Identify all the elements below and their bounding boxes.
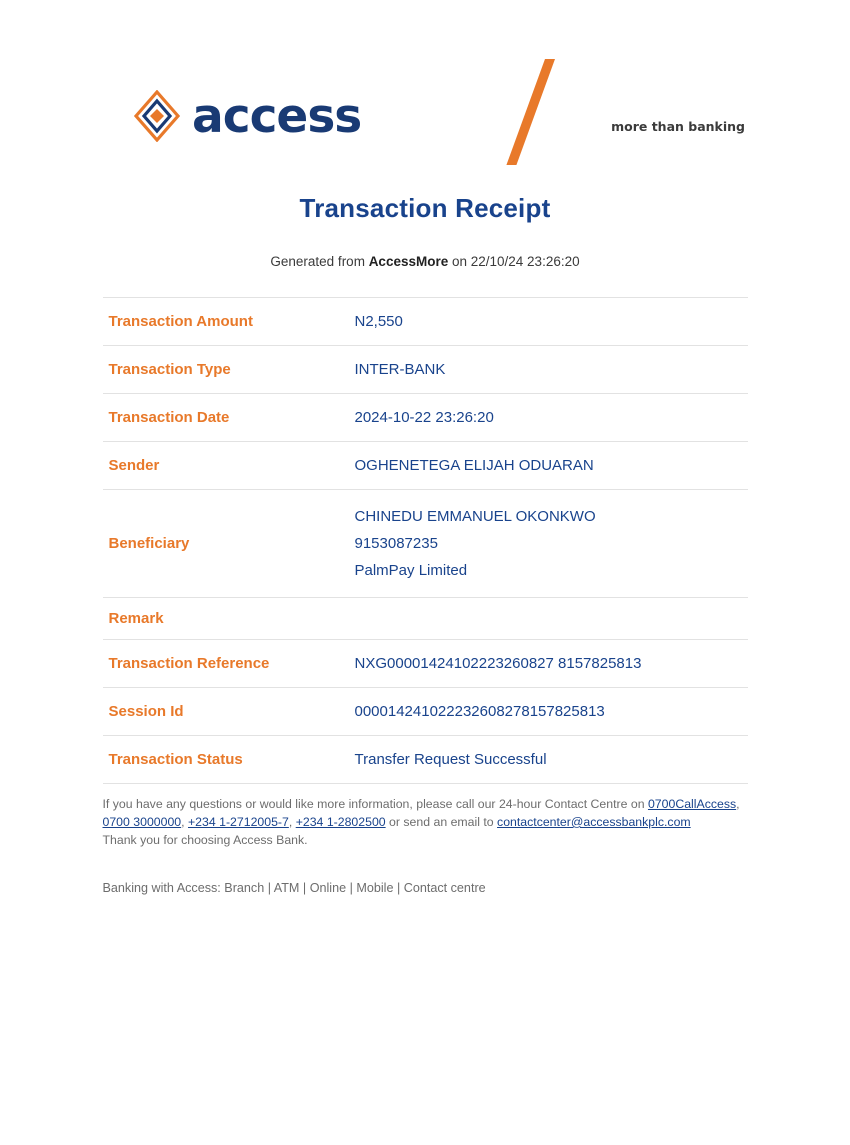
beneficiary-bank: PalmPay Limited — [354, 562, 468, 579]
beneficiary-name: CHINEDU EMMANUEL OKONKWO — [354, 508, 596, 525]
footer-sep-1: , — [736, 797, 740, 811]
receipt-page — [0, 45, 850, 1145]
orange-slash-icon — [506, 59, 555, 165]
footer-sep-3: , — [288, 814, 296, 829]
table-row-remark — [103, 598, 748, 640]
generated-suffix: on 22/10/24 23:26:20 — [448, 254, 580, 269]
table-row — [103, 298, 748, 346]
link-phone-2802500[interactable]: +234 1-2802500 — [295, 814, 386, 829]
footer-sep-2: , — [181, 814, 188, 829]
link-0700-3000000[interactable]: 0700 3000000 — [102, 814, 182, 829]
table-row — [103, 688, 748, 736]
table-row-beneficiary — [103, 490, 748, 598]
row-label: Sender — [108, 457, 160, 474]
brand-header — [0, 45, 850, 175]
access-logo — [134, 90, 361, 142]
row-label: Transaction Reference — [108, 655, 270, 672]
footer-contact-info — [103, 796, 748, 849]
row-label: Remark — [108, 610, 164, 627]
footer-text-1: If you have any questions or would like more information, please call our 24-hour Contact Centre on — [102, 797, 648, 811]
page-title: Transaction Receipt — [299, 193, 551, 223]
access-diamond-logo-icon — [134, 90, 180, 142]
table-row — [103, 346, 748, 394]
access-logo-wordmark: access — [192, 88, 362, 144]
row-label: Beneficiary — [108, 535, 190, 552]
row-value: OGHENETEGA ELIJAH ODUARAN — [354, 457, 594, 474]
table-row — [103, 640, 748, 688]
footer-thanks: Thank you for choosing Access Bank. — [102, 832, 308, 847]
footer-channels-note: Banking with Access: Branch | ATM | Online | Mobile | Contact centre — [102, 881, 486, 896]
row-value — [349, 490, 748, 598]
generated-from-line — [0, 254, 850, 269]
generated-app-name: AccessMore — [368, 254, 449, 269]
row-label: Transaction Amount — [108, 313, 253, 330]
footer-text-2: or send an email to — [385, 814, 498, 829]
link-contact-email[interactable]: contactcenter@accessbankplc.com — [497, 814, 691, 829]
transaction-details-table — [103, 297, 748, 784]
table-row-status — [103, 736, 748, 784]
row-value: INTER-BANK — [354, 361, 446, 378]
row-label: Session Id — [108, 703, 184, 720]
row-value: 2024-10-22 23:26:20 — [354, 409, 494, 426]
row-value: 000014241022232608278157825813 — [354, 703, 605, 720]
row-label: Transaction Date — [108, 409, 230, 426]
row-label: Transaction Status — [108, 751, 243, 768]
row-value — [349, 598, 748, 640]
row-value: NXG00001424102223260827 8157825813 — [354, 655, 642, 672]
row-value: N2,550 — [354, 313, 403, 330]
tagline-text: more than banking — [611, 119, 745, 134]
link-0700callaccess[interactable]: 0700CallAccess — [647, 797, 737, 811]
generated-prefix: Generated from — [270, 254, 369, 269]
tagline-block — [545, 55, 745, 175]
link-phone-2712005[interactable]: +234 1-2712005-7 — [188, 814, 289, 829]
table-row — [103, 394, 748, 442]
row-label: Transaction Type — [108, 361, 231, 378]
table-row — [103, 442, 748, 490]
status-badge: Transfer Request Successful — [354, 751, 547, 768]
beneficiary-account: 9153087235 — [354, 535, 438, 552]
